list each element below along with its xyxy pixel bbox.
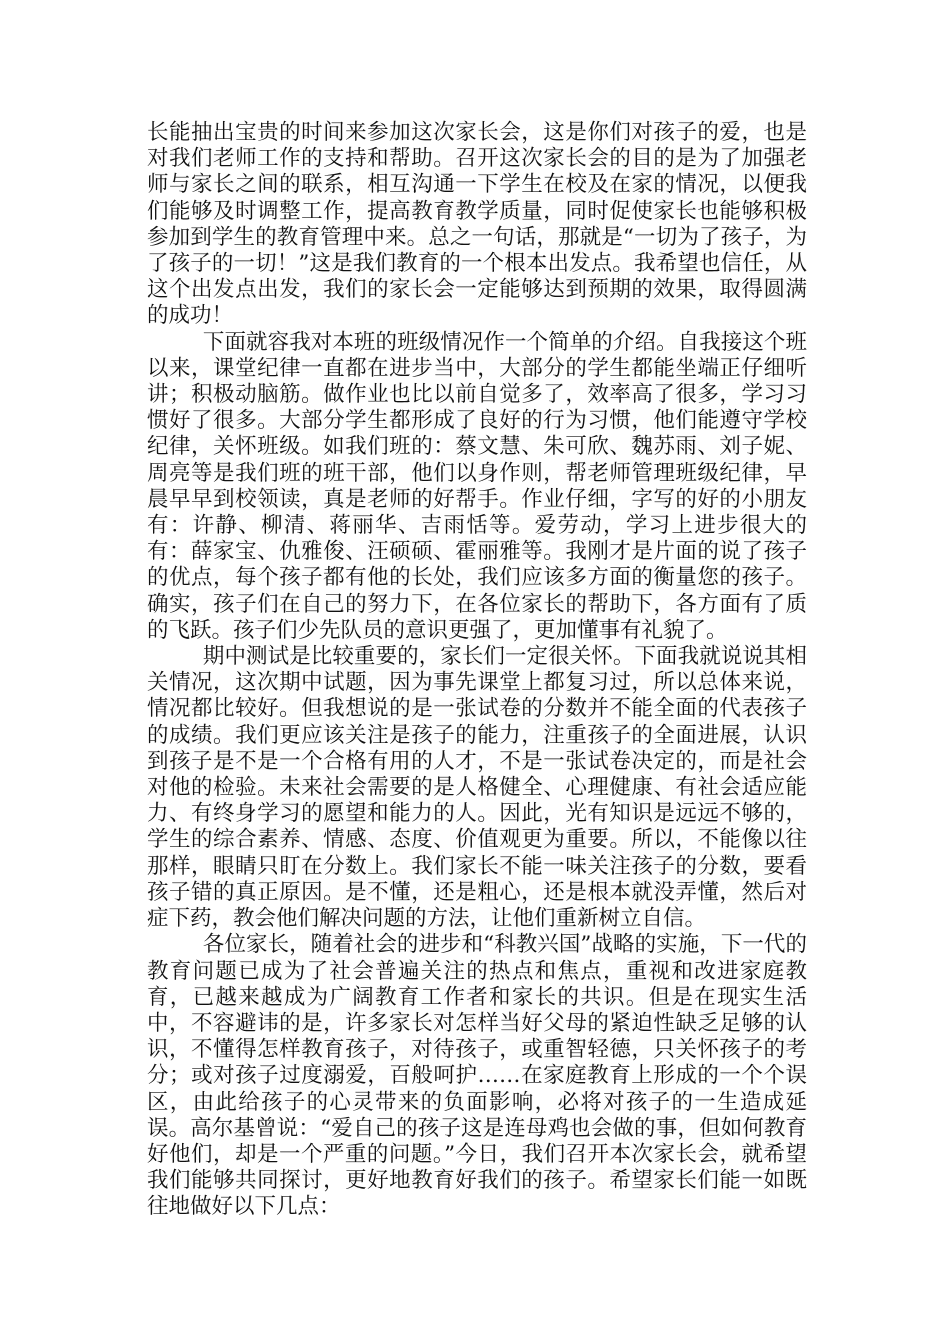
paragraph-midterm-exam: 期中测试是比较重要的，家长们一定很关怀。下面我就说说其相关情况，这次期中试题，因为事先课堂上都复习过，所以总体来说，情况都比较好。但我想说的是一张试卷的分数并不能全面的代表孩子的成绩。我们更应该关注是孩子的能力，注重孩子的全面进展，认识到孩子是不是一个合格有用的人才，不是一张试卷决定的，而是社会对他的检验。未来社会需要的是人格健全、心理健康、有社会适应能力、有终身学习的愿望和能力的人。因此，光有知识是远远不够的，学生的综合素养、情感、态度、价值观更为重要。所以，不能像以往那样，眼睛只盯在分数上。我们家长不能一味关注孩子的分数，要看孩子错的真正原因。是不懂，还是粗心，还是根本就没弄懂，然后对症下药，教会他们解决问题的方法，让他们重新树立自信。 xyxy=(147,644,807,932)
paragraph-class-introduction: 下面就容我对本班的班级情况作一个简单的介绍。自我接这个班以来，课堂纪律一直都在进步当中，大部分的学生都能坐端正仔细听讲；积极动脑筋。做作业也比以前自觉多了，效率高了很多，学习习惯好了很多。大部分学生都形成了良好的行为习惯，他们能遵守学校纪律，关怀班级。如我们班的：蔡文慧、朱可欣、魏苏雨、刘子妮、周亮等是我们班的班干部，他们以身作则，帮老师管理班级纪律，早晨早早到校领读，真是老师的好帮手。作业仔细，字写的好的小朋友有：许静、柳清、蒋丽华、吉雨恬等。爱劳动，学习上进步很大的有：薛家宝、仇雅俊、汪硕硕、霍丽雅等。我刚才是片面的说了孩子的优点，每个孩子都有他的长处，我们应该多方面的衡量您的孩子。确实，孩子们在自己的努力下，在各位家长的帮助下，各方面有了质的飞跃。孩子们少先队员的意识更强了，更加懂事有礼貌了。 xyxy=(147,329,807,643)
document-body xyxy=(147,120,807,1221)
paragraph-continuation: 长能抽出宝贵的时间来参加这次家长会，这是你们对孩子的爱，也是对我们老师工作的支持和帮助。召开这次家长会的目的是为了加强老师与家长之间的联系，相互沟通一下学生在校及在家的情况，以便我们能够及时调整工作，提高教育教学质量，同时促使家长也能够积极参加到学生的教育管理中来。总之一句话，那就是“一切为了孩子，为了孩子的一切！”这是我们教育的一个根本出发点。我希望也信任，从这个出发点出发，我们的家长会一定能够达到预期的效果，取得圆满的成功！ xyxy=(147,120,807,329)
paragraph-family-education: 各位家长，随着社会的进步和“科教兴国”战略的实施，下一代的教育问题已成为了社会普遍关注的热点和焦点，重视和改进家庭教育，已越来越成为广阔教育工作者和家长的共识。但是在现实生活中，不容避讳的是，许多家长对怎样当好父母的紧迫性缺乏足够的认识，不懂得怎样教育孩子，对待孩子，或重智轻德，只关怀孩子的考分；或对孩子过度溺爱，百般呵护……在家庭教育上形成的一个个误区，由此给孩子的心灵带来的负面影响，必将对孩子的一生造成延误。高尔基曾说：“爱自己的孩子这是连母鸡也会做的事，但如何教育好他们，却是一个严重的问题。”今日，我们召开本次家长会，就希望我们能够共同探讨，更好地教育好我们的孩子。希望家长们能一如既往地做好以下几点： xyxy=(147,932,807,1220)
